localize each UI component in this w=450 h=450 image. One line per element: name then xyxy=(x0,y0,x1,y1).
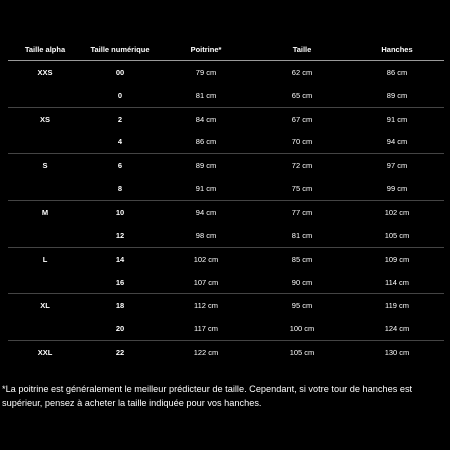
chest-cell: 98 cm xyxy=(195,230,217,240)
size-chart-body xyxy=(8,61,444,364)
hips-cell: 114 cm xyxy=(384,277,410,287)
numeric-size-cell: 6 xyxy=(82,154,158,177)
size-chart-header xyxy=(8,38,444,61)
hips-cell: 124 cm xyxy=(384,324,410,334)
header-row xyxy=(8,38,444,61)
waist-cell: 77 cm xyxy=(254,201,350,224)
waist-cell: 65 cm xyxy=(291,90,313,100)
chest-cell: 84 cm xyxy=(158,107,254,130)
table-row xyxy=(8,107,444,130)
table-row xyxy=(8,294,444,317)
chest-cell: 122 cm xyxy=(158,341,254,364)
alpha-size-cell: S xyxy=(8,154,82,177)
alpha-size-cell: XL xyxy=(8,294,82,317)
table-row xyxy=(8,154,444,177)
chest-cell: 86 cm xyxy=(195,137,217,147)
alpha-size-cell xyxy=(8,131,82,154)
header-chest: Poitrine* xyxy=(158,38,254,61)
waist-cell: 100 cm xyxy=(289,324,315,334)
table-row xyxy=(8,61,444,84)
table-row xyxy=(8,131,444,154)
hips-cell: 94 cm xyxy=(386,137,408,147)
hips-cell: 130 cm xyxy=(350,341,444,364)
size-chart-table xyxy=(8,38,444,364)
chest-cell: 112 cm xyxy=(158,294,254,317)
waist-cell: 105 cm xyxy=(254,341,350,364)
table-row xyxy=(8,317,444,340)
table-row xyxy=(8,341,444,364)
waist-cell: 85 cm xyxy=(254,247,350,270)
numeric-size-cell: 12 xyxy=(115,230,125,240)
chest-cell: 79 cm xyxy=(195,67,217,77)
alpha-size-cell xyxy=(8,84,82,107)
hips-cell: 105 cm xyxy=(384,230,410,240)
hips-cell: 89 cm xyxy=(386,90,408,100)
table-row xyxy=(8,177,444,200)
chest-cell: 89 cm xyxy=(158,154,254,177)
numeric-size-cell: 16 xyxy=(115,277,125,287)
numeric-size-cell: 22 xyxy=(82,341,158,364)
waist-cell: 72 cm xyxy=(254,154,350,177)
chest-cell: 117 cm xyxy=(193,324,219,334)
waist-cell: 90 cm xyxy=(291,277,313,287)
numeric-size-cell: 20 xyxy=(115,324,125,334)
chest-footnote: *La poitrine est généralement le meilleur prédicteur de taille. Cependant, si votre tour de hanches est supérieur, pensez à acheter la taille indiquée pour vos hanches. xyxy=(2,384,413,409)
hips-cell: 91 cm xyxy=(350,107,444,130)
chest-cell: 102 cm xyxy=(158,247,254,270)
table-row xyxy=(8,84,444,107)
hips-cell: 86 cm xyxy=(386,67,408,77)
table-row xyxy=(8,201,444,224)
alpha-size-cell: XS xyxy=(8,107,82,130)
header-waist: Taille xyxy=(254,38,350,61)
chest-cell: 81 cm xyxy=(195,90,217,100)
chest-cell: 94 cm xyxy=(158,201,254,224)
header-hips: Hanches xyxy=(350,38,444,61)
waist-cell: 95 cm xyxy=(254,294,350,317)
numeric-size-cell: 4 xyxy=(117,137,123,147)
alpha-size-cell xyxy=(8,271,82,294)
waist-cell: 70 cm xyxy=(291,137,313,147)
table-row xyxy=(8,224,444,247)
hips-cell: 102 cm xyxy=(350,201,444,224)
chest-cell: 91 cm xyxy=(195,184,217,194)
chest-cell: 107 cm xyxy=(193,277,219,287)
numeric-size-cell: 8 xyxy=(117,184,123,194)
alpha-size-cell: M xyxy=(8,201,82,224)
alpha-size-cell: XXS xyxy=(37,67,53,77)
header-numeric-size: Taille numérique xyxy=(82,38,158,61)
hips-cell: 99 cm xyxy=(386,184,408,194)
waist-cell: 75 cm xyxy=(291,184,313,194)
numeric-size-cell: 14 xyxy=(82,247,158,270)
numeric-size-cell: 00 xyxy=(115,67,125,77)
numeric-size-cell: 18 xyxy=(82,294,158,317)
waist-cell: 67 cm xyxy=(254,107,350,130)
table-row xyxy=(8,271,444,294)
hips-cell: 119 cm xyxy=(350,294,444,317)
numeric-size-cell: 10 xyxy=(82,201,158,224)
alpha-size-cell: XXL xyxy=(8,341,82,364)
waist-cell: 81 cm xyxy=(291,230,313,240)
hips-cell: 97 cm xyxy=(350,154,444,177)
header-alpha-size: Taille alpha xyxy=(8,38,82,61)
alpha-size-cell xyxy=(8,224,82,247)
table-row xyxy=(8,247,444,270)
hips-cell: 109 cm xyxy=(350,247,444,270)
numeric-size-cell: 2 xyxy=(82,107,158,130)
alpha-size-cell xyxy=(8,317,82,340)
alpha-size-cell: L xyxy=(8,247,82,270)
waist-cell: 62 cm xyxy=(291,67,313,77)
alpha-size-cell xyxy=(8,177,82,200)
numeric-size-cell: 0 xyxy=(117,90,123,100)
